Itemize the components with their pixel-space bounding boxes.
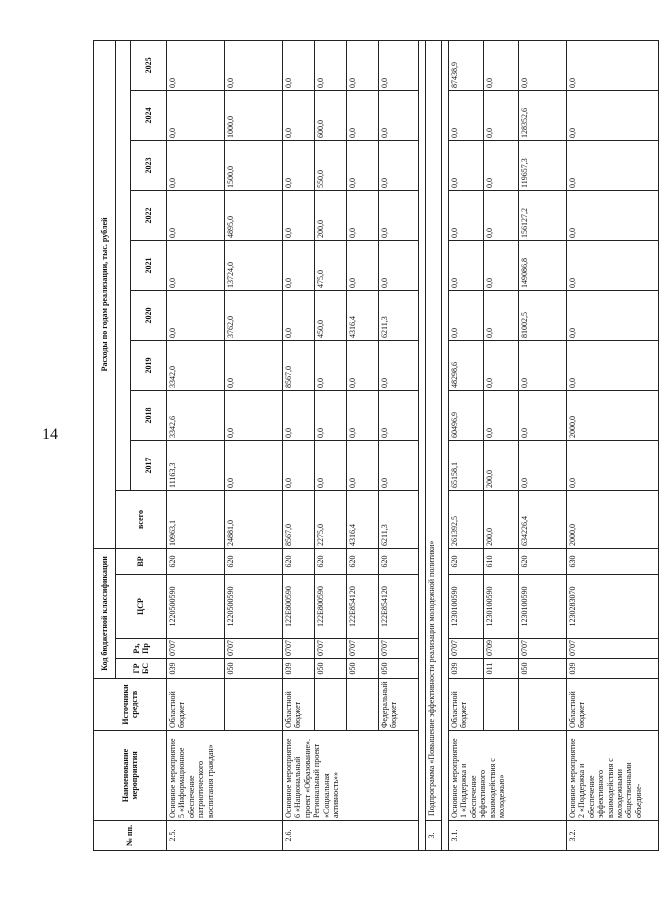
header-name: Наименование мероприятия	[94, 731, 167, 821]
row-year-value: 0,0	[283, 440, 315, 490]
rotated-table-container	[93, 41, 643, 851]
row-year-value: 0,0	[449, 90, 484, 140]
row-source: Областной бюджет	[283, 679, 315, 731]
table-row	[283, 40, 315, 850]
row-num: 2.6.	[283, 821, 419, 851]
row-year-value: 0,0	[167, 140, 225, 190]
row-rzpr: 0707	[167, 639, 225, 659]
header-year: 2017	[131, 440, 167, 490]
row-csr: 122E800590	[315, 575, 347, 639]
row-grbs: 039	[449, 659, 484, 679]
row-year-value: 0,0	[225, 390, 283, 440]
header-vr: ВР	[116, 548, 167, 574]
row-year-value: 6211,3	[379, 290, 419, 340]
row-grbs: 039	[283, 659, 315, 679]
table-row	[567, 40, 659, 850]
table-row	[379, 40, 419, 850]
row-source: Федеральный бюджет	[379, 679, 419, 731]
row-year-value: 0,0	[519, 340, 567, 390]
header-grbs: ГР БС	[116, 659, 167, 679]
row-year-value: 0,0	[567, 40, 659, 90]
row-year-value: 0,0	[484, 140, 519, 190]
row-year-value: 4316,4	[347, 290, 379, 340]
row-year-value: 0,0	[167, 240, 225, 290]
row-year-value: 60496,9	[449, 390, 484, 440]
row-year-value: 0,0	[519, 390, 567, 440]
row-name: Основное мероприятие 2 «Поддержка и обеспечение эффективного взаимодействия с молодежными общественными объедине-	[567, 731, 659, 821]
row-year-value: 0,0	[167, 290, 225, 340]
header-year: 2018	[131, 390, 167, 440]
table-row	[347, 40, 379, 850]
row-csr: 122E854120	[347, 575, 379, 639]
row-year-value: 0,0	[225, 340, 283, 390]
row-csr: 1230100590	[519, 575, 567, 639]
row-year-value: 0,0	[567, 140, 659, 190]
row-total: 261392,5	[449, 490, 484, 548]
row-year-value: 0,0	[379, 190, 419, 240]
row-year-value: 0,0	[484, 190, 519, 240]
header-year: 2021	[131, 240, 167, 290]
table-row	[167, 40, 225, 850]
row-year-value: 0,0	[315, 40, 347, 90]
row-year-value: 0,0	[283, 190, 315, 240]
row-year-value: 0,0	[484, 390, 519, 440]
row-vr: 620	[347, 548, 379, 574]
row-num: 2.5.	[167, 821, 283, 851]
row-year-value: 8567,0	[283, 340, 315, 390]
row-year-value: 0,0	[484, 340, 519, 390]
row-grbs: 039	[167, 659, 225, 679]
row-year-value: 0,0	[347, 340, 379, 390]
row-year-value: 0,0	[449, 240, 484, 290]
row-year-value: 0,0	[347, 190, 379, 240]
row-source	[225, 679, 283, 731]
row-vr: 620	[283, 548, 315, 574]
row-year-value: 0,0	[449, 190, 484, 240]
row-year-value: 0,0	[567, 240, 659, 290]
row-year-value: 3762,0	[225, 290, 283, 340]
row-csr: 122E800590	[283, 575, 315, 639]
row-year-value: 0,0	[347, 240, 379, 290]
row-source: Областной бюджет	[567, 679, 659, 731]
row-total: 6211,3	[379, 490, 419, 548]
row-year-value: 0,0	[315, 440, 347, 490]
row-rzpr: 0709	[484, 639, 519, 659]
row-total: 200,0	[484, 490, 519, 548]
row-total: 10963,1	[167, 490, 225, 548]
row-year-value: 0,0	[283, 90, 315, 140]
row-rzpr: 0707	[449, 639, 484, 659]
header-code-group: Код бюджетной классификации	[94, 548, 116, 678]
row-year-value: 0,0	[283, 140, 315, 190]
row-total: 4316,4	[347, 490, 379, 548]
row-year-value: 87438,9	[449, 40, 484, 90]
section-title: Подпрограмма «Повышение эффективности реализации молодежной политики»	[426, 40, 442, 820]
row-year-value: 475,0	[315, 240, 347, 290]
row-year-value: 200,0	[315, 190, 347, 240]
header-year: 2020	[131, 290, 167, 340]
row-grbs: 050	[225, 659, 283, 679]
row-year-value: 149086,8	[519, 240, 567, 290]
row-total: 2275,0	[315, 490, 347, 548]
row-rzpr: 0707	[225, 639, 283, 659]
row-vr: 620	[519, 548, 567, 574]
row-year-value: 0,0	[167, 40, 225, 90]
row-year-value: 128352,6	[519, 90, 567, 140]
row-year-value: 0,0	[167, 90, 225, 140]
page-number: 14	[42, 426, 58, 443]
row-year-value: 0,0	[519, 440, 567, 490]
budget-table	[93, 40, 659, 851]
row-year-value: 550,0	[315, 140, 347, 190]
row-year-value: 0,0	[347, 440, 379, 490]
row-grbs: 050	[379, 659, 419, 679]
row-rzpr: 0707	[283, 639, 315, 659]
header-year: 2022	[131, 190, 167, 240]
row-csr: 1220500590	[225, 575, 283, 639]
header-year: 2024	[131, 90, 167, 140]
row-vr: 620	[449, 548, 484, 574]
table-row	[449, 40, 484, 850]
header-year: 2023	[131, 140, 167, 190]
row-year-value: 450,0	[315, 290, 347, 340]
row-year-value: 0,0	[379, 440, 419, 490]
row-year-value: 0,0	[379, 340, 419, 390]
header-rzpr: Рз, Пр	[116, 639, 167, 659]
row-name: Основное мероприятие 1 «Поддержка и обеспечение эффективного взаимодействия с молодежью»	[449, 731, 567, 821]
row-year-value: 0,0	[379, 240, 419, 290]
header-num: № пп.	[94, 821, 167, 851]
row-vr: 620	[379, 548, 419, 574]
row-year-value: 0,0	[379, 40, 419, 90]
row-year-value: 3342,0	[167, 340, 225, 390]
row-year-value: 0,0	[225, 40, 283, 90]
row-year-value: 81002,5	[519, 290, 567, 340]
header-total: всего	[116, 490, 167, 548]
row-year-value: 0,0	[315, 390, 347, 440]
row-year-value: 0,0	[567, 90, 659, 140]
row-name: Основное мероприятие 6 «Национальный проект «Образование». Региональный проект «Социальная активность»»	[283, 731, 419, 821]
row-year-value: 0,0	[567, 290, 659, 340]
separator-row	[442, 40, 449, 850]
row-year-value: 0,0	[449, 290, 484, 340]
row-year-value: 0,0	[283, 40, 315, 90]
row-year-value: 0,0	[519, 40, 567, 90]
row-source	[347, 679, 379, 731]
row-source	[519, 679, 567, 731]
row-vr: 620	[167, 548, 225, 574]
row-year-value: 0,0	[283, 240, 315, 290]
row-csr: 1230283070	[567, 575, 659, 639]
row-grbs: 050	[315, 659, 347, 679]
table-row	[225, 40, 283, 850]
row-csr: 122E854120	[379, 575, 419, 639]
section-num: 3.	[426, 821, 442, 851]
row-total: 8567,0	[283, 490, 315, 548]
row-year-value: 1500,0	[225, 140, 283, 190]
row-year-value: 600,0	[315, 90, 347, 140]
table-row	[519, 40, 567, 850]
row-year-value: 0,0	[347, 90, 379, 140]
row-year-value: 0,0	[567, 190, 659, 240]
row-year-value: 0,0	[167, 190, 225, 240]
table-row	[484, 40, 519, 850]
row-grbs: 011	[484, 659, 519, 679]
header-years-spacer	[116, 40, 131, 490]
table-row	[315, 40, 347, 850]
row-source	[315, 679, 347, 731]
row-year-value: 0,0	[567, 440, 659, 490]
row-rzpr: 0707	[315, 639, 347, 659]
row-year-value: 0,0	[567, 340, 659, 390]
row-total: 634226,4	[519, 490, 567, 548]
row-year-value: 0,0	[347, 40, 379, 90]
row-rzpr: 0707	[347, 639, 379, 659]
row-rzpr: 0707	[379, 639, 419, 659]
row-csr: 1220500590	[167, 575, 225, 639]
row-year-value: 200,0	[484, 440, 519, 490]
header-source: Источники средств	[94, 679, 167, 731]
row-year-value: 0,0	[379, 140, 419, 190]
row-vr: 610	[484, 548, 519, 574]
separator-row	[419, 40, 426, 850]
row-year-value: 4895,0	[225, 190, 283, 240]
row-grbs: 050	[347, 659, 379, 679]
row-year-value: 13724,0	[225, 240, 283, 290]
row-year-value: 0,0	[225, 440, 283, 490]
row-source	[484, 679, 519, 731]
row-name: Основное мероприятие 5 «Информационное обеспечение патриотического воспитания граждан»	[167, 731, 283, 821]
row-csr: 1230100590	[449, 575, 484, 639]
row-total: 2000,0	[567, 490, 659, 548]
row-year-value: 11163,3	[167, 440, 225, 490]
row-vr: 630	[567, 548, 659, 574]
row-rzpr: 0707	[567, 639, 659, 659]
row-year-value: 0,0	[283, 290, 315, 340]
row-year-value: 0,0	[484, 40, 519, 90]
row-year-value: 0,0	[484, 240, 519, 290]
row-num: 3.2.	[567, 821, 659, 851]
row-source: Областной бюджет	[167, 679, 225, 731]
row-year-value: 156127,2	[519, 190, 567, 240]
row-year-value: 119657,3	[519, 140, 567, 190]
header-year: 2019	[131, 340, 167, 390]
row-year-value: 1000,0	[225, 90, 283, 140]
row-rzpr: 0707	[519, 639, 567, 659]
header-csr: ЦСР	[116, 575, 167, 639]
row-year-value: 0,0	[283, 390, 315, 440]
row-year-value: 0,0	[449, 140, 484, 190]
row-csr: 1230100590	[484, 575, 519, 639]
row-source: Областной бюджет	[449, 679, 484, 731]
row-year-value: 48298,6	[449, 340, 484, 390]
row-year-value: 0,0	[315, 340, 347, 390]
row-year-value: 3342,6	[167, 390, 225, 440]
row-year-value: 2000,0	[567, 390, 659, 440]
row-num: 3.1.	[449, 821, 567, 851]
row-total: 24881,0	[225, 490, 283, 548]
header-year: 2025	[131, 40, 167, 90]
row-vr: 620	[225, 548, 283, 574]
row-year-value: 65158,1	[449, 440, 484, 490]
row-year-value: 0,0	[484, 90, 519, 140]
row-year-value: 0,0	[379, 390, 419, 440]
row-year-value: 0,0	[347, 390, 379, 440]
row-grbs: 039	[567, 659, 659, 679]
row-grbs: 050	[519, 659, 567, 679]
header-expense-group: Расходы по годам реализации, тыс. рублей	[94, 40, 116, 548]
row-year-value: 0,0	[379, 90, 419, 140]
row-year-value: 0,0	[347, 140, 379, 190]
row-vr: 620	[315, 548, 347, 574]
row-year-value: 0,0	[484, 290, 519, 340]
